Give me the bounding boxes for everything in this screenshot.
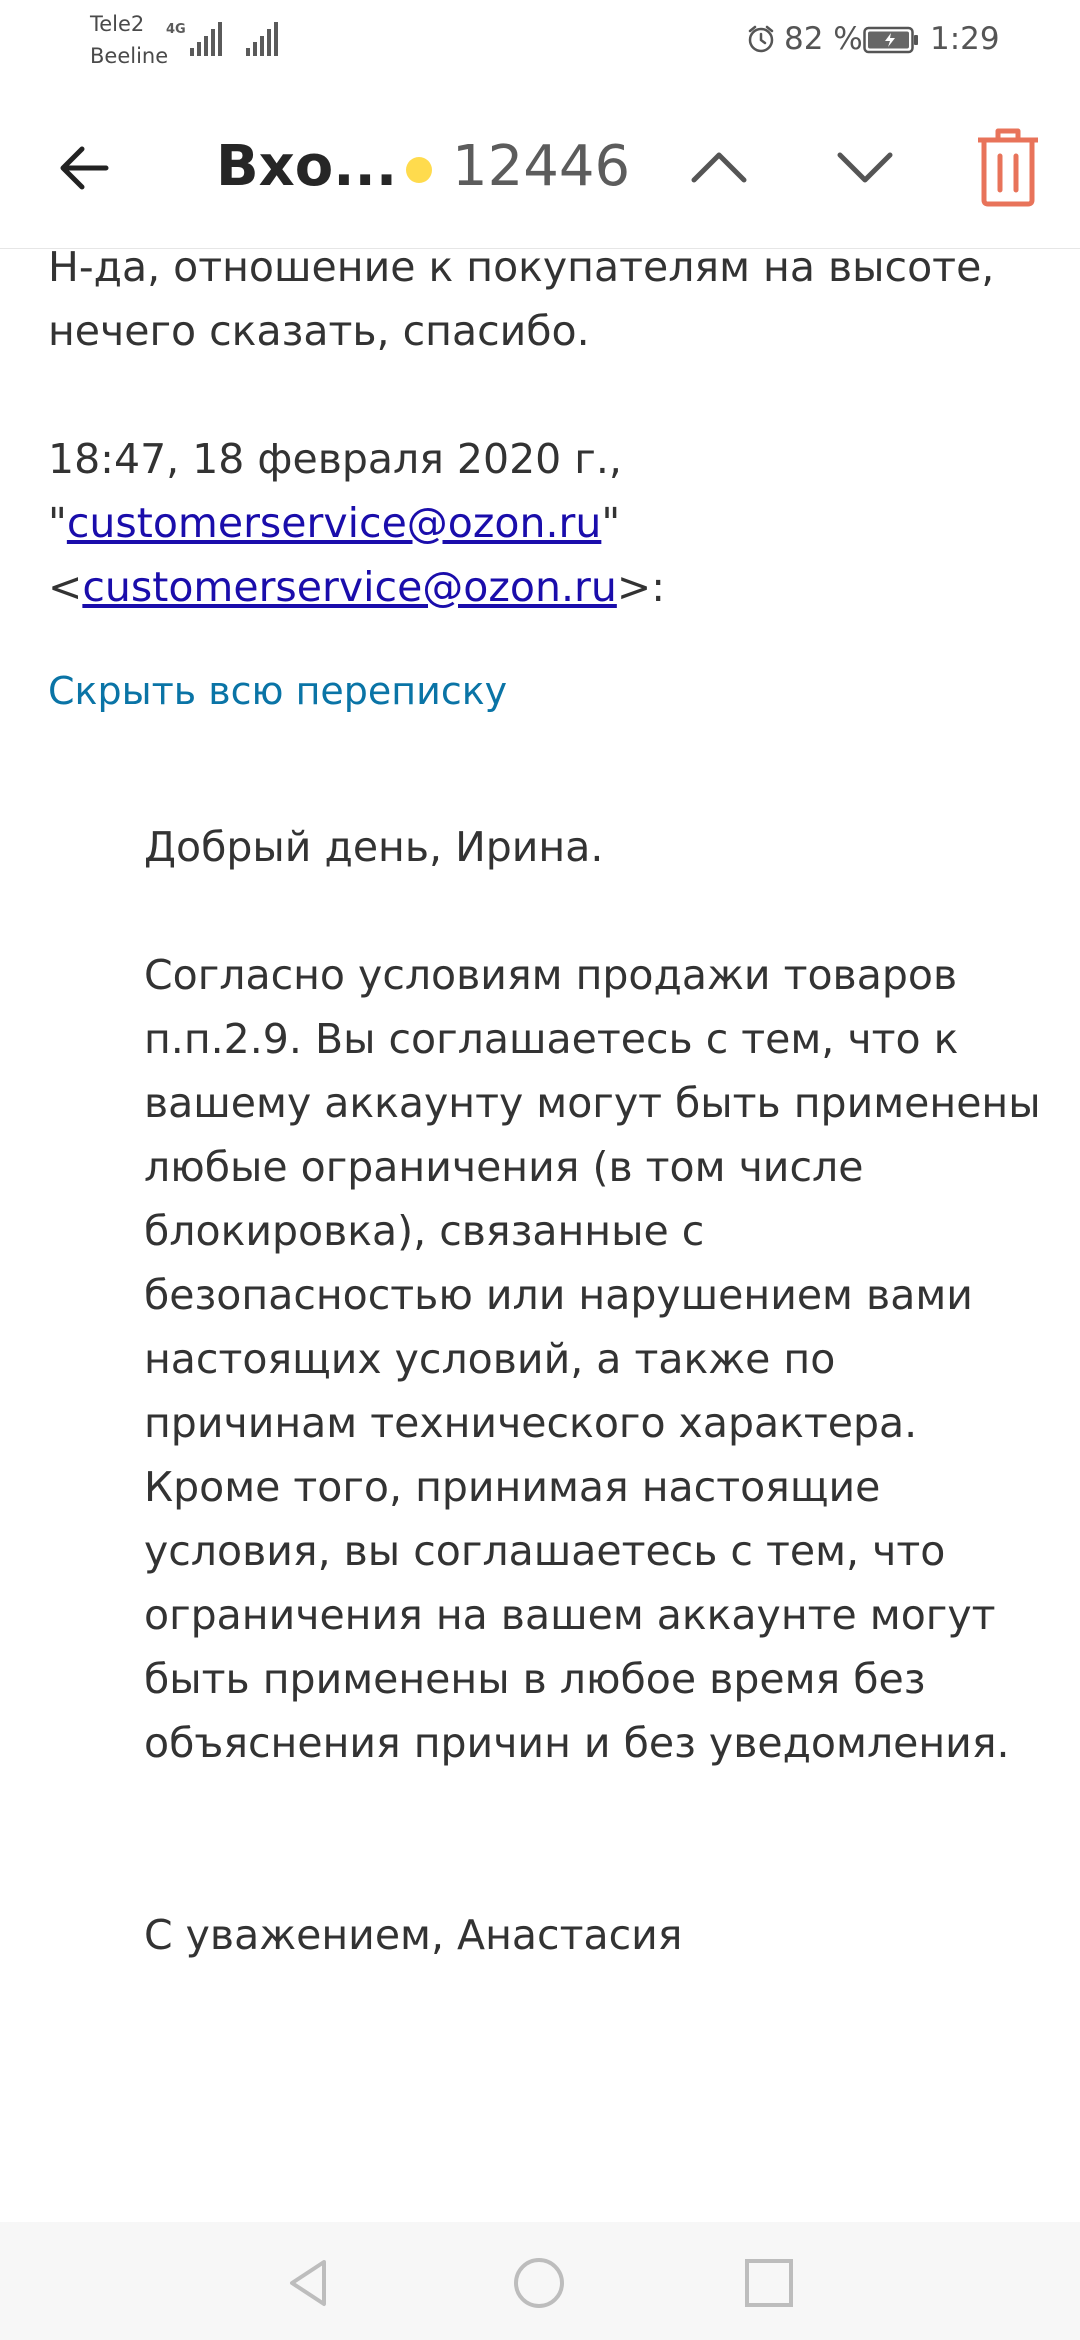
quote-close: " bbox=[601, 499, 621, 547]
system-nav-bar bbox=[0, 2222, 1080, 2340]
battery-level: 82 % bbox=[784, 21, 863, 57]
quoted-reply-text: Н-да, отношение к покупателям на высоте, нечего сказать, спасибо. bbox=[48, 243, 995, 355]
status-bar bbox=[0, 0, 1080, 84]
signal-icon bbox=[246, 20, 278, 56]
letter-body: Согласно условиям продажи товаров п.п.2.9. Вы соглашаетесь с тем, что к вашему аккаунту могут быть применены любые ограничения (в том числе блокировка), связанные с безопасностью или нарушением вами настоящих условий, а также по причинам технического характера. Кроме того, принимая настоящие условия, вы соглашаетесь с тем, что ограничения на вашем аккаунте могут быть применены в любое время без объяснения причин и без уведомления. bbox=[144, 951, 1041, 1767]
letter-signature: С уважением, Анастасия bbox=[144, 1911, 683, 1959]
nav-recent-icon[interactable] bbox=[740, 2254, 798, 2312]
sender-email-link[interactable]: customerservice@ozon.ru bbox=[82, 563, 617, 611]
trash-icon[interactable] bbox=[970, 124, 1046, 208]
unread-indicator-dot bbox=[406, 157, 432, 183]
battery-icon bbox=[863, 26, 919, 54]
folder-title[interactable]: Вхо... bbox=[216, 134, 398, 199]
unread-count: 12446 bbox=[452, 134, 631, 199]
clock: 1:29 bbox=[930, 21, 1000, 57]
alarm-icon bbox=[746, 24, 776, 54]
nav-back-icon[interactable] bbox=[280, 2254, 338, 2312]
quoted-message-date: 18:47, 18 февраля 2020 г., bbox=[48, 435, 622, 483]
quote-open: " bbox=[48, 499, 67, 547]
carrier-name-1: Tele2 bbox=[90, 12, 145, 36]
chevron-down-icon[interactable] bbox=[830, 132, 900, 202]
signal-icon bbox=[190, 20, 222, 56]
sender-name-link[interactable]: customerservice@ozon.ru bbox=[66, 499, 602, 547]
angle-open: < bbox=[48, 563, 83, 611]
back-arrow-icon[interactable] bbox=[50, 133, 120, 203]
quoted-message-header bbox=[48, 427, 1048, 619]
hide-thread-link[interactable]: Скрыть всю переписку bbox=[48, 669, 508, 713]
chevron-up-icon[interactable] bbox=[684, 132, 754, 202]
quoted-letter bbox=[144, 815, 1044, 1967]
angle-close: >: bbox=[616, 563, 666, 611]
nav-home-icon[interactable] bbox=[510, 2254, 568, 2312]
app-bar bbox=[0, 84, 1080, 249]
network-type: 4G bbox=[166, 22, 186, 37]
letter-greeting: Добрый день, Ирина. bbox=[144, 823, 604, 871]
carrier-name-2: Beeline bbox=[90, 44, 169, 68]
